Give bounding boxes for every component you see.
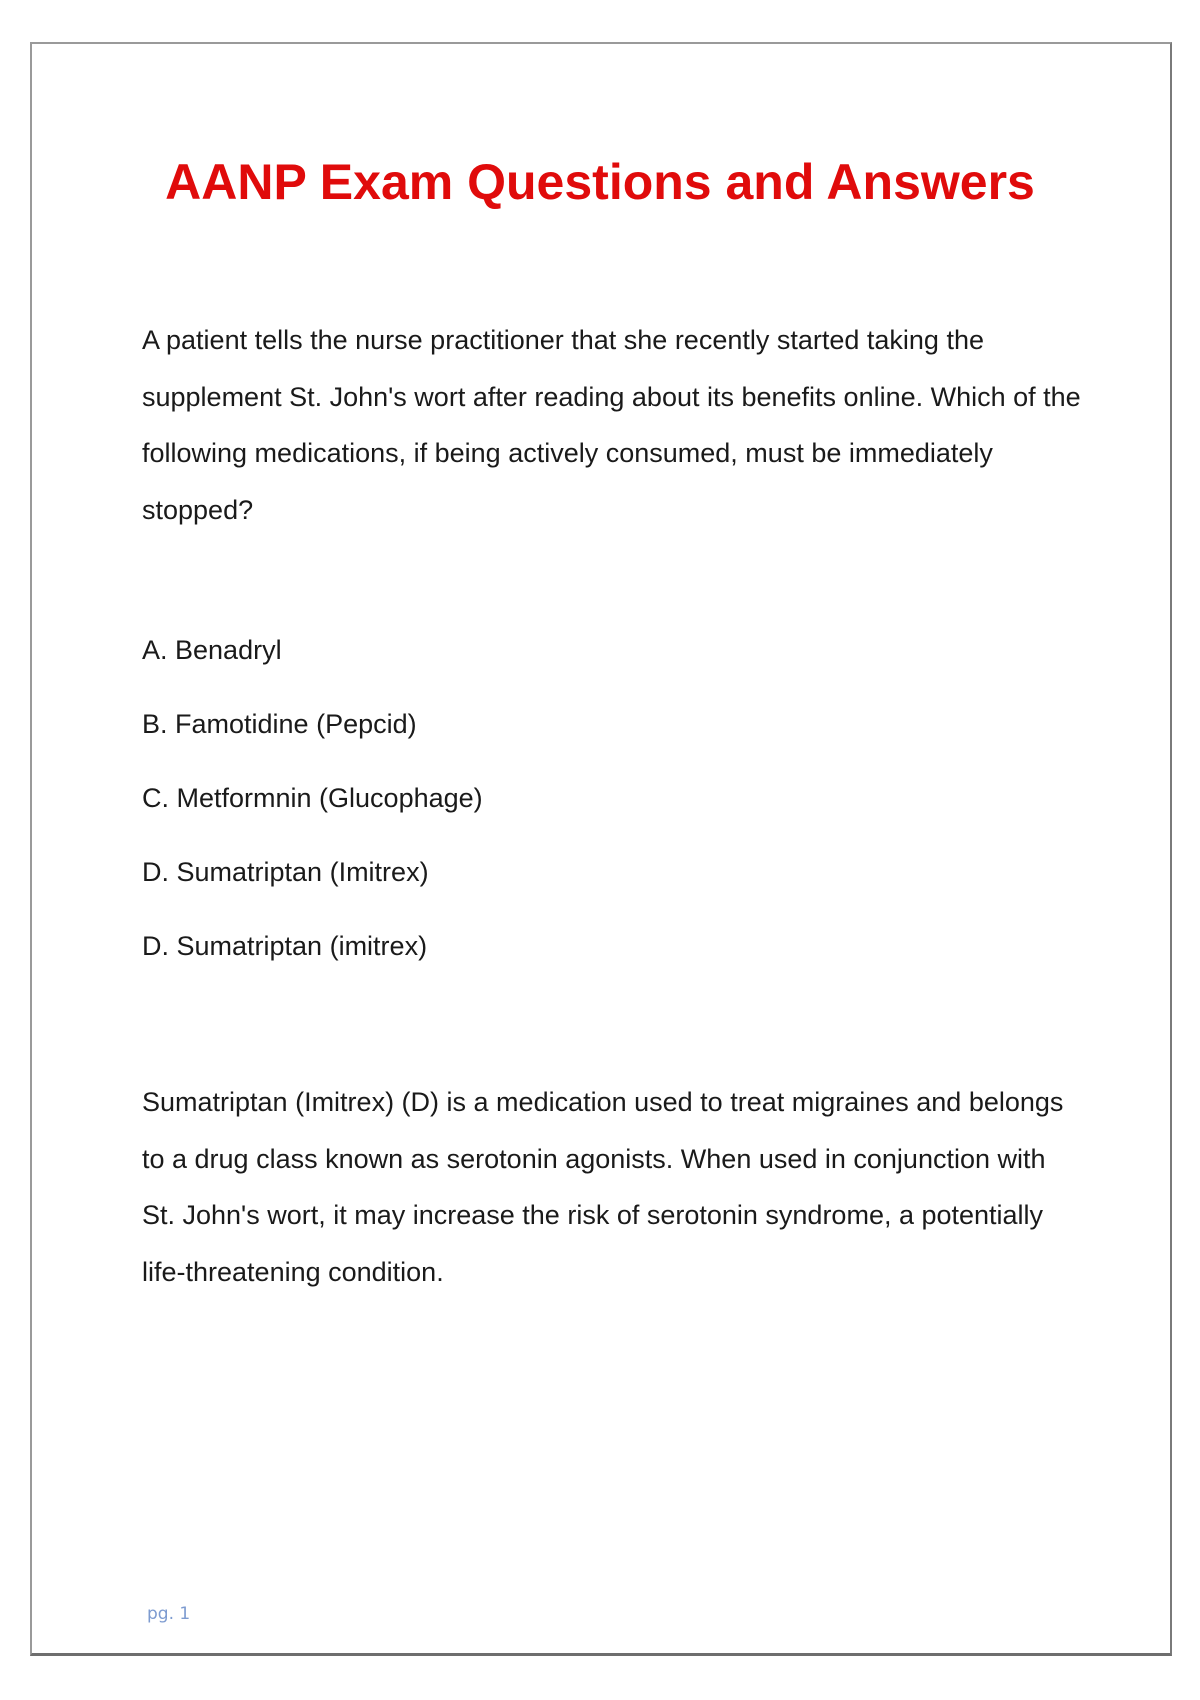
answer-option-d-duplicate: D. Sumatriptan (imitrex) [142, 931, 428, 961]
answer-option-d: D. Sumatriptan (Imitrex) [142, 857, 429, 887]
answer-option-a: A. Benadryl [142, 635, 282, 665]
answer-option-c: C. Metformnin (Glucophage) [142, 783, 483, 813]
answer-explanation: Sumatriptan (Imitrex) (D) is a medication used to treat migraines and belongs to a drug class known as serotonin agonists. When used in conjunction with St. John's wort, it may increase the risk of serotonin syndrome, a potentially life-threatening condition. [142, 1087, 1064, 1287]
page-number: pg. 1 [147, 1604, 191, 1624]
question-text: A patient tells the nurse practitioner that she recently started taking the supplement St. John's wort after reading about its benefits online. Which of the following medications, if being actively consumed, must be immediately stopped? [142, 325, 1081, 525]
document-title: AANP Exam Questions and Answers [165, 154, 1035, 210]
answer-options [142, 632, 483, 1002]
answer-option-b: B. Famotidine (Pepcid) [142, 709, 417, 739]
